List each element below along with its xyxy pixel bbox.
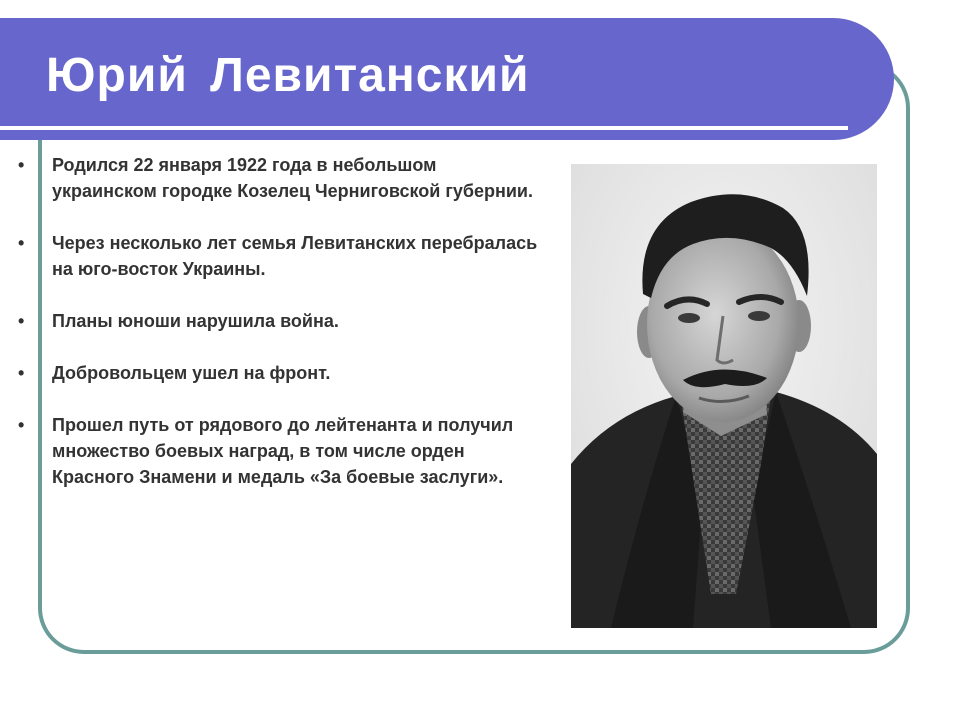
bullet-text: Родился 22 января 1922 года в небольшом украинском городке Козелец Черниговской губернии.	[52, 155, 533, 201]
bullet-marker: •	[18, 155, 25, 175]
bullet-list-container	[18, 152, 538, 516]
bullet-text: Добровольцем ушел на фронт.	[52, 363, 331, 383]
bullet-list	[18, 152, 538, 490]
bullet-item	[18, 308, 538, 334]
bullet-marker: •	[18, 311, 25, 331]
portrait-image	[571, 164, 877, 628]
portrait-photo	[571, 164, 877, 628]
bullet-text: Прошел путь от рядового до лейтенанта и получил множество боевых наград, в том числе орден Красного Знамени и медаль «За боевые заслуги».	[52, 415, 514, 487]
slide-title: Юрий Левитанский	[46, 49, 530, 102]
bullet-item	[18, 412, 538, 490]
bullet-text: Через несколько лет семья Левитанских перебралась на юго-восток Украины.	[52, 233, 538, 279]
bullet-marker: •	[18, 415, 25, 435]
bullet-marker: •	[18, 233, 25, 253]
bullet-text: Планы юноши нарушила война.	[52, 311, 339, 331]
bullet-item	[18, 152, 538, 204]
bullet-item	[18, 230, 538, 282]
bullet-item	[18, 360, 538, 386]
bullet-marker: •	[18, 363, 25, 383]
title-underline	[0, 126, 848, 130]
